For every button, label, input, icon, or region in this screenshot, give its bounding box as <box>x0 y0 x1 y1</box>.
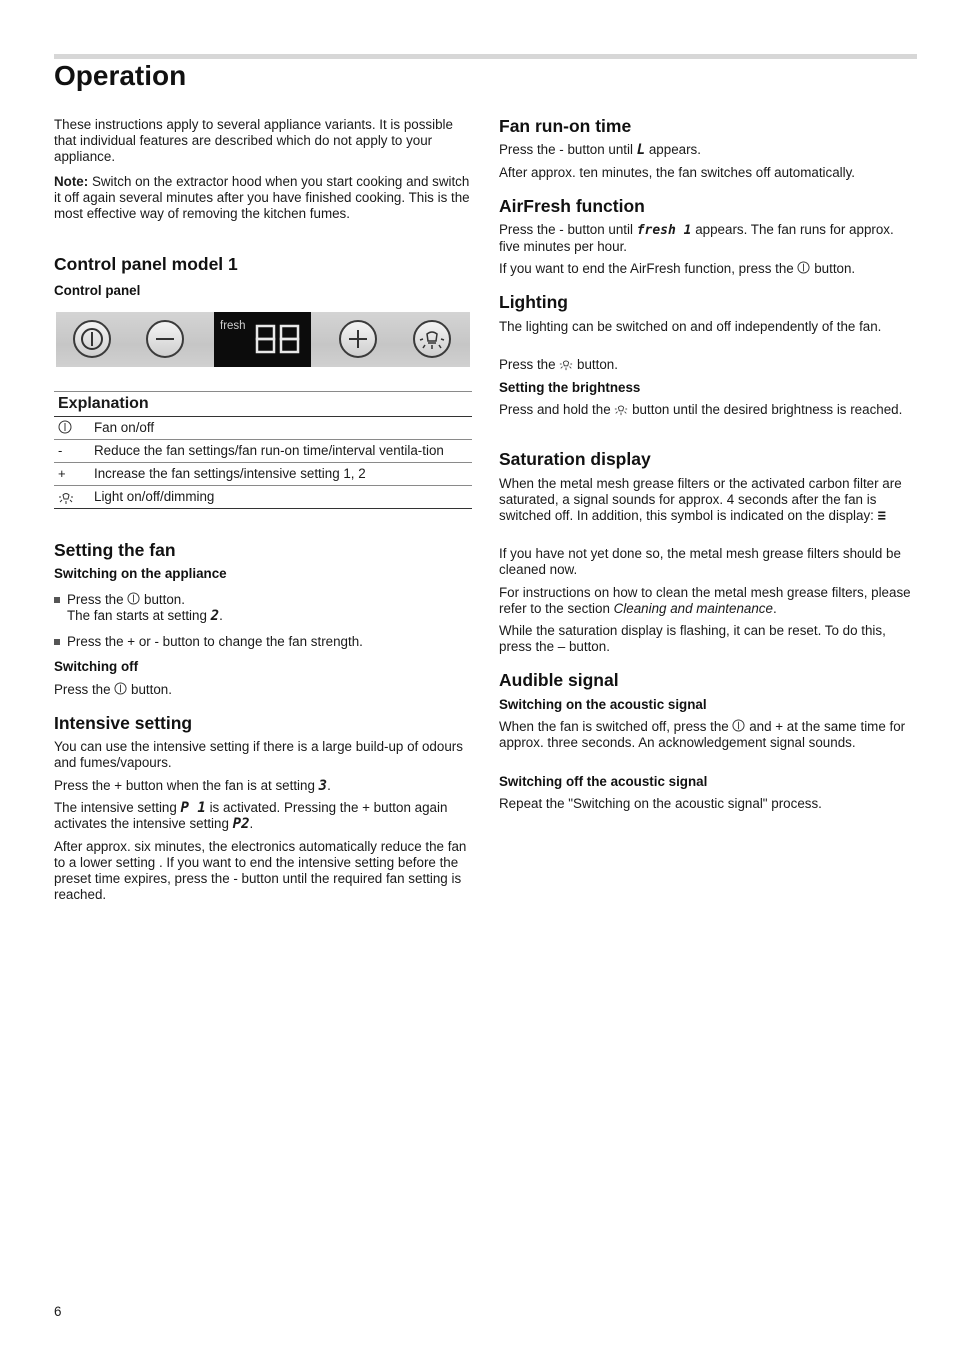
light-icon <box>614 402 628 416</box>
table-row-key: + <box>58 466 66 481</box>
table-row-key: - <box>58 443 63 458</box>
airfresh-heading: AirFresh function <box>499 196 645 216</box>
audible-heading: Audible signal <box>499 670 619 690</box>
setting-fan-heading: Setting the fan <box>54 540 176 560</box>
header-rule <box>54 54 917 59</box>
table-row-text: Light on/off/dimming <box>94 489 215 504</box>
switching-off-text: Press the button. <box>54 682 172 697</box>
power-icon <box>732 719 745 732</box>
display-fresh-label: fresh <box>220 320 246 332</box>
saturation-p4: While the saturation display is flashing, it can be reset. To do this, press the – button. <box>499 623 886 654</box>
power-icon <box>114 682 127 695</box>
light-button-icon <box>413 320 451 358</box>
table-row-text: Reduce the fan settings/fan run-on time/interval ventila-tion <box>94 443 444 458</box>
intro-paragraph: These instructions apply to several appliance variants. It is possible that individual features are described which do not apply to your appliance. <box>54 117 453 164</box>
acoustic-on-subheading: Switching on the acoustic signal <box>499 697 707 712</box>
switching-off-subheading: Switching off <box>54 659 139 674</box>
control-panel-image <box>56 312 470 367</box>
saturation-p1: When the metal mesh grease filters or the activated carbon filter are saturated, a signal sounds for approx. 4 seconds after the fan is switched off. In addition, this symbol is indicated on the display: ≡ <box>499 476 902 524</box>
table-header <box>54 391 472 417</box>
power-button-icon <box>73 320 111 358</box>
control-panel-subheading: Control panel <box>54 283 141 298</box>
saturation-p2: If you have not yet done so, the metal mesh grease filters should be cleaned now. <box>499 546 901 577</box>
intensive-p4: After approx. six minutes, the electronics automatically reduce the fan to a lower setting . If you want to end the intensive setting before the preset time expires, press the - button until the required fan setting is reached. <box>54 839 467 902</box>
plus-button-icon <box>339 320 377 358</box>
brightness-subheading: Setting the brightness <box>499 380 641 395</box>
section-reference: Cleaning and maintenance <box>613 601 773 616</box>
lighting-p1: The lighting can be switched on and off independently of the fan. <box>499 319 882 334</box>
display-digits-icon <box>254 320 304 360</box>
table-row <box>54 440 472 463</box>
audible-p1: When the fan is switched off, press the and + at the same time for approx. three seconds. An acknowledgement signal sounds. <box>499 719 906 750</box>
power-icon <box>58 420 88 437</box>
switching-on-subheading: Switching on the appliance <box>54 566 227 581</box>
control-panel-heading: Control panel model 1 <box>54 254 238 274</box>
setting-fan-list <box>54 592 472 624</box>
table-header-label: Explanation <box>58 395 149 412</box>
segment-digit: P2 <box>232 816 250 832</box>
airfresh-p1: Press the - button until fresh 1 appears. The fan runs for approx. five minutes per hour. <box>499 222 894 254</box>
runon-heading: Fan run-on time <box>499 116 632 136</box>
saturation-p3: For instructions on how to clean the metal mesh grease filters, please refer to the section Cleaning and maintenance. <box>499 585 911 616</box>
lighting-heading: Lighting <box>499 292 569 312</box>
page-number: 6 <box>54 1304 62 1319</box>
airfresh-p2: If you want to end the AirFresh function, press the button. <box>499 261 856 276</box>
power-icon <box>797 261 810 274</box>
segment-text: fresh 1 <box>636 223 692 238</box>
explanation-table <box>54 391 472 509</box>
minus-button-icon <box>146 320 184 358</box>
note-paragraph <box>54 174 472 222</box>
runon-p1: Press the - button until L appears. <box>499 142 701 158</box>
power-icon <box>127 592 140 605</box>
list-item: Press the + or - button to change the fan strength. <box>54 634 472 650</box>
saturation-symbol: ≡ <box>877 508 887 524</box>
audible-p2: Repeat the "Switching on the acoustic signal" process. <box>499 796 822 811</box>
acoustic-off-subheading: Switching off the acoustic signal <box>499 774 708 789</box>
table-row <box>54 417 472 440</box>
intensive-p2: Press the + button when the fan is at setting 3. <box>54 778 331 794</box>
table-row-text: Fan on/off <box>94 420 155 435</box>
segment-digit: 2 <box>210 608 220 624</box>
page-title: Operation <box>54 60 187 91</box>
table-row <box>54 463 472 486</box>
light-icon <box>58 489 88 508</box>
intensive-p1: You can use the intensive setting if there is a large build-up of odours and fumes/vapours. <box>54 739 463 770</box>
panel-display <box>214 312 311 367</box>
table-row-text: Increase the fan settings/intensive setting 1, 2 <box>94 466 366 481</box>
segment-digit: 3 <box>318 778 328 794</box>
note-text: Switch on the extractor hood when you start cooking and switch it off again several minutes after you have finished cooking. This is the most effective way of removing the kitchen fumes. <box>54 174 470 221</box>
intensive-p3: The intensive setting P 1 is activated. Pressing the + button again activates the intensive setting P2. <box>54 800 448 832</box>
segment-digit: L <box>636 142 646 158</box>
note-label: Note: <box>54 174 89 189</box>
list-item: Press the button. The fan starts at setting 2. <box>54 592 472 624</box>
intensive-heading: Intensive setting <box>54 713 193 733</box>
lighting-p2: Press the button. <box>499 357 618 372</box>
saturation-heading: Saturation display <box>499 449 651 469</box>
lighting-p3: Press and hold the button until the desired brightness is reached. <box>499 402 903 417</box>
table-row <box>54 486 472 509</box>
light-icon <box>559 357 573 371</box>
segment-digit: P 1 <box>180 800 206 816</box>
runon-p2: After approx. ten minutes, the fan switches off automatically. <box>499 165 856 180</box>
